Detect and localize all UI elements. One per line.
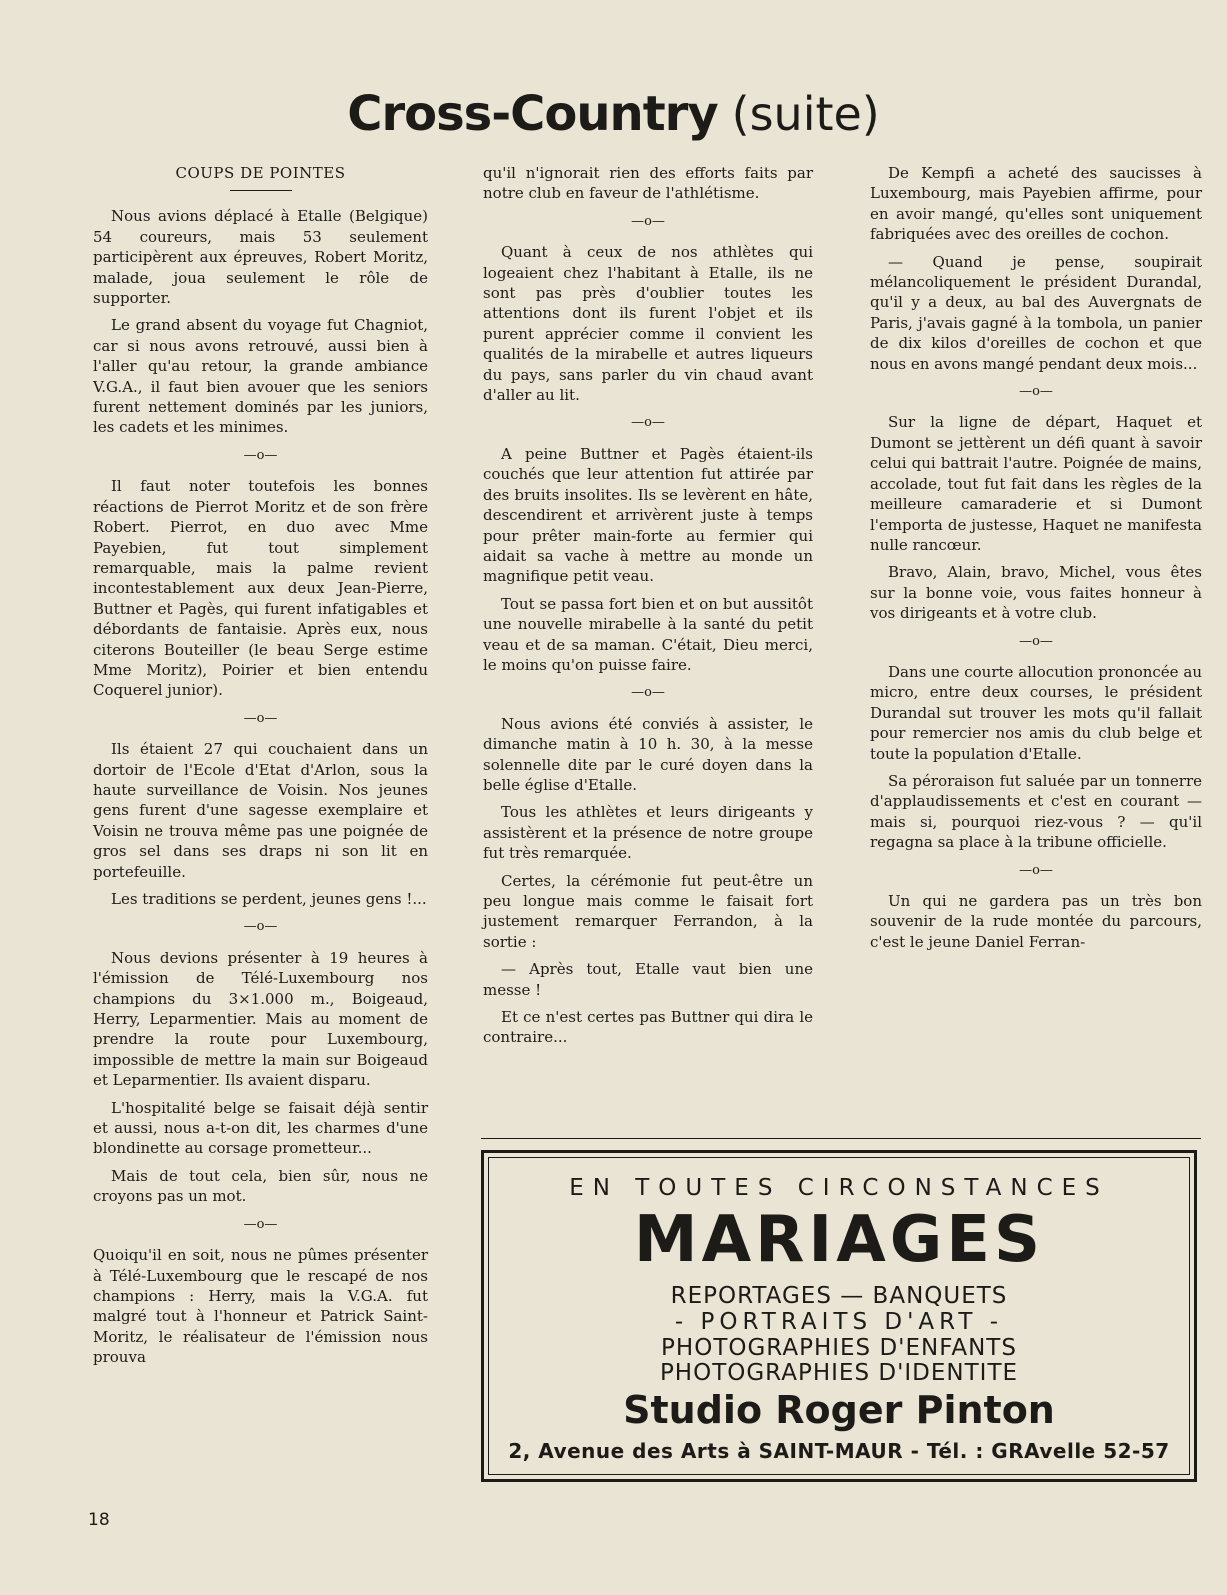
separator: —o— [631,685,665,701]
ad-portraits-line: - PORTRAITS D'ART - [674,1309,1004,1335]
ad-headline: MARIAGES [633,1203,1045,1277]
paragraph: Dans une courte allocution prononcée au micro, entre deux courses, le président Durandal sut trouver les mots qu'il fallait pour remercier nos amis du club belge et toute la population d'Etalle. [870,662,1202,763]
separator: —o— [1019,633,1053,649]
paragraph: Mais de tout cela, bien sûr, nous ne croyons pas un mot. [93,1166,428,1206]
paragraph: A peine Buttner et Pagès étaient-ils couchés que leur attention fut attirée par des bruits insolites. Ils se levèrent en hâte, descendirent et arrivèrent juste à temps pour prêter main-forte au fermier qui aidait sa vache à mettre au monde un magnifique petit veau. [483,444,813,586]
paragraph: Tout se passa fort bien et on but aussitôt une nouvelle mirabelle à la santé du petit veau et de sa maman. C'était, Dieu merci, le moins qu'on puisse faire. [483,594,813,674]
paragraph: Sur la ligne de départ, Haquet et Dumont se jettèrent un défi quant à savoir celui qui battrait l'autre. Poignée de mains, accolade, tout fut fait dans les règles de la meilleure camaraderie et si Dumont l'emporta de justesse, Haquet ne manifesta nulle rancœur. [870,413,1202,554]
paragraph: Il faut noter toutefois les bonnes réactions de Pierrot Moritz et de son frère Robert. Pierrot, en duo avec Mme Payebien, fut tout simplement remarquable, mais la palme revient incontestablement aux deux Jean-Pierre, Buttner et Pagès, qui furent infatigables et débordants de fantaisie. Après eux, nous citerons Bouteiller (le beau Serge estime Mme Moritz), Poirier et bien entendu Coquerel junior). [93,477,428,700]
separator: —o— [631,415,665,431]
paragraph: L'hospitalité belge se faisait déjà sentir et aussi, nous a-t-on dit, les charmes d'une blondinette au corsage prometteur... [93,1098,428,1158]
column-3 [870,163,1202,959]
paragraph: De Kempfi a acheté des saucisses à Luxembourg, mais Payebien affirme, pour en avoir mangé, qu'elles sont uniquement fabriquées avec des oreilles de cochon. [870,164,1202,244]
paragraph: qu'il n'ignorait rien des efforts faits par notre club en faveur de l'athlétisme. [483,164,813,203]
paragraph: Nous avions déplacé à Etalle (Belgique) 54 coureurs, mais 53 seulement participèrent aux épreuves, Robert Moritz, malade, joua seulement le rôle de supporter. [93,207,428,308]
page-number: 18 [88,1510,110,1530]
ad-studio-name: Studio Roger Pinton [623,1388,1055,1432]
paragraph: Le grand absent du voyage fut Chagniot, car si nous avons retrouvé, aussi bien à l'aller qu'au retour, la grande ambiance V.G.A., il faut bien avouer que les seniors furent nettement dominés par les juniors, les cadets et les minimes. [93,316,428,437]
title-main: Cross-Country [347,86,718,142]
paragraph: Tous les athlètes et leurs dirigeants y assistèrent et la présence de notre groupe fut très remarquée. [483,803,813,863]
advertisement-box [481,1150,1197,1482]
separator: —o— [243,447,278,463]
paragraph: — Quand je pense, soupirait mélancoliquement le président Durandal, qu'il y a deux, au bal des Auvergnats de Paris, j'avais gagné à la tombola, un panier de dix kilos d'oreilles de cochon et que nous en avons mangé pendant deux mois... [870,252,1202,373]
paragraph: Bravo, Alain, bravo, Michel, vous êtes sur la bonne voie, vous faites honneur à vos dirigeants et à votre club. [870,563,1202,623]
column-1 [93,163,428,1375]
paragraph: Ils étaient 27 qui couchaient dans un dortoir de l'Ecole d'Etat d'Arlon, sous la haute surveillance de Voisin. Nos jeunes gens furent d'une sagesse exemplaire et Voisin ne trouva même pas une poignée de gros sel dans ses draps ni son lit en portefeuille. [93,740,428,881]
heading-rule [230,190,292,191]
ad-address: 2, Avenue des Arts à SAINT-MAUR - Tél. : GRAvelle 52-57 [508,1439,1170,1463]
paragraph: Certes, la cérémonie fut peut-être un peu longue mais comme le faisait fort justement remarquer Ferrandon, à la sortie : [483,871,813,951]
paragraph: Les traditions se perdent, jeunes gens !... [111,890,427,908]
title-suffix: (suite) [731,87,880,141]
ad-children-line: PHOTOGRAPHIES D'ENFANTS [661,1335,1017,1361]
paragraph: Nous avions été conviés à assister, le dimanche matin à 10 h. 30, à la messe solennelle dite par le curé doyen dans la belle église d'Etalle. [483,714,813,794]
ad-divider-rule [481,1138,1201,1139]
ad-services-line: REPORTAGES — BANQUETS [670,1283,1008,1309]
separator: —o— [243,1216,278,1232]
paragraph: Un qui ne gardera pas un très bon souvenir de la rude montée du parcours, c'est le jeune Daniel Ferran- [870,892,1202,951]
separator: —o— [243,710,278,726]
ad-tagline: EN TOUTES CIRCONSTANCES [569,1175,1109,1201]
column-2 [483,163,813,1055]
separator: —o— [1019,384,1053,400]
paragraph: Nous devions présenter à 19 heures à l'émission de Télé-Luxembourg nos champions du 3×1.000 m., Boigeaud, Herry, Leparmentier. Mais au moment de prendre la route pour Luxembourg, impossible de mettre la main sur Boigeaud et Leparmentier. Ils avaient disparu. [93,948,428,1090]
paragraph: Sa péroraison fut saluée par un tonnerre d'applaudissements et c'est en courant — mais si, pourquoi riez-vous ? — qu'il regagna sa place à la tribune officielle. [870,771,1202,852]
paragraph: Et ce n'est certes pas Buttner qui dira le contraire... [483,1008,813,1047]
separator: —o— [243,919,278,935]
paragraph: Quant à ceux de nos athlètes qui logeaient chez l'habitant à Etalle, ils ne sont pas près d'oublier toutes les attentions dont ils furent l'objet et ils purent apprécier comme il convient les qualités de la mirabelle et autres liqueurs du pays, sans parler du vin chaud avant d'aller au lit. [483,243,813,405]
paragraph: Quoiqu'il en soit, nous ne pûmes présenter à Télé-Luxembourg que le rescapé de nos champions : Herry, mais la V.G.A. fut malgré tout à l'honneur et Patrick Saint-Moritz, le réalisateur de l'émission nous prouva [93,1246,428,1367]
article-title [0,80,1227,159]
paragraph: — Après tout, Etalle vaut bien une messe ! [483,960,813,999]
ad-identity-line: PHOTOGRAPHIES D'IDENTITE [659,1360,1019,1386]
section-heading: COUPS DE POINTES [175,164,346,182]
separator: —o— [1019,862,1053,878]
separator: —o— [631,213,665,229]
